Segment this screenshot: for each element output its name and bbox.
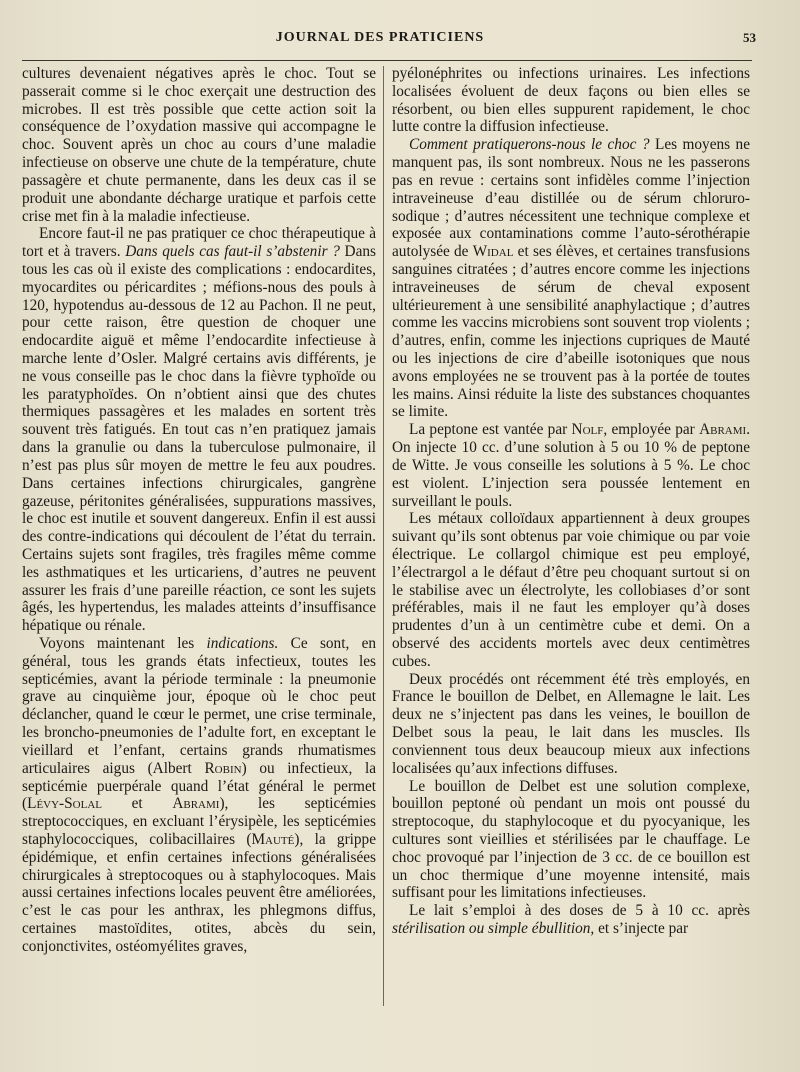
author-name: Abrami — [172, 795, 220, 813]
paragraph-text: ) ou infectieux, la septicémie puerpérale quand l’état général le permet ( — [22, 759, 377, 813]
running-title: JOURNAL DES PRATICIENS — [275, 30, 485, 45]
paragraph-text: Les moyens ne manquent pas, ils sont nombreux. Nous ne les passerons pas en revue : certains sont infidèles comme l’injection intraveineuse d’eau distillée ou de sérum chloruro-sodique ; d’autres nécessitent une technique complexe et exposée aux contaminations comme l’auto-sérothérapie autolysée de — [392, 136, 750, 261]
italic-question: Comment pratiquerons-nous le choc ? — [409, 136, 650, 154]
author-name: Nolf — [571, 421, 604, 439]
paragraph-text: cultures devenaient négatives après le choc. Tout se passerait comme si le choc exerçait une destruction des microbes. Il est très possible que cette action soit la conséquence de l’oxydation massive qui accompagne le choc. Souvent après un choc au cours d’une maladie infectieuse on observe une chute de la température, chute passagère et chute permanente, dans les deux cas il se produit une abondante décharge uratique et parfois cette crise met fin à la maladie infectieuse. — [22, 65, 376, 225]
paragraph-text: ), la grippe épidémique, et enfin certaines infections généralisées chirurgicales à streptocoques ou à staphylocoques. Mais aussi certaines infections locales peuvent être améliorées, c’est le cas pour les anthrax, les phlegmons diffus, certaines mastoïdites, otites, abcès du sein, conjonctivites, ostéomyélites graves, — [22, 830, 376, 955]
paragraph-text: Le bouillon de Delbet est une solution complexe, bouillon peptoné où pendant un mois ont poussé du streptocoque, du staphylocoque et du pyocyanique, les cultures sont vieillies et stérilisées par le chauffage. Le choc provoqué par l’injection de 3 cc. de ce bouillon est un choc thermique d’une moyenne intensité, mais suffisant pour les limitations infectieuses. — [392, 777, 750, 902]
paragraph-text: Les métaux colloïdaux appartiennent à deux groupes suivant qu’ils sont obtenus par voie chimique ou par voie électrique. Le collargol chimique est peu employé, l’électrargol a le défaut d’être peu choquant surtout si on le stabilise avec un électrolyte, les collobiases d’or sont préférables, mais il ne faut les employer qu’à doses prudentes d’un à un centimètre cube et demi. On a observé des accidents mortels avec deux centimètres cubes. — [392, 510, 750, 670]
author-name: Lévy-Solal — [27, 795, 102, 813]
paragraph-text: pyélonéphrites ou infections urinaires. Les infections localisées évoluent de deux façons ou bien elles se résorbent, ou bien elles suppurent rapidement, le choc lutte contre la diffusion infectieuse. — [392, 65, 750, 136]
paragraph-text: Encore faut-il ne pas pratiquer ce choc thérapeutique à tort et à travers. — [22, 225, 376, 261]
author-name: Mauté — [251, 830, 295, 848]
paragraph-text: Deux procédés ont récemment été très employés, en France le bouillon de Delbet, en Allemagne le lait. Les deux ne s’injectent pas dans les veines, le bouillon de Delbet sous la peau, le lait dans les muscles. Ils conviennent tous deux beaucoup mieux aux infections localisées qu’aux infections diffuses. — [392, 670, 750, 777]
paragraph — [392, 510, 750, 670]
paragraph — [392, 778, 750, 903]
page-header — [20, 30, 756, 52]
paragraph — [22, 635, 376, 956]
paragraph-text: et s’injecte par — [598, 920, 689, 937]
left-column — [22, 65, 376, 956]
paragraph-text: Le lait s’emploi à des doses de 5 à 10 cc. après — [409, 902, 750, 920]
italic-question: Dans quels cas faut-il s’abstenir ? — [125, 243, 340, 261]
paragraph — [22, 65, 376, 225]
paragraph-text: Dans tous les cas où il existe des complications : endocardites, myocardites ou péricardites ; méfions-nous des pouls à 120, hypotendus au-dessous de 12 au Pachon. Il ne peut, pour cette raison, être question de choquer une endocardite aiguë et même l’endocardite infectieuse à marche lente d’Osler. Malgré certains avis différents, je ne vous conseille pas le choc dans la fièvre typhoïde ou les paratyphoïdes. On n’obtient ainsi que des chutes thermiques passagères et les malades en sortent très souvent très fatigués. En tout cas n’en pratiquez jamais dans la granulie ou dans la tuberculose pulmonaire, il n’est pas plus sûr moyen de mettre le feu aux poudres. Dans certaines infections chirurgicales, gangrène gazeuse, péritonites généralisées, suppurations massives, le choc est inutile et souvent dangereux. Enfin il est aussi des contre-indications qui découlent de l’état du terrain. Certains sujets sont fragiles, très fragiles même comme les asthmatiques et les urticariens, d’autres ne peuvent assurer les frais d’une pareille réaction, ce sont les sujets âgés, les hypertendus, les malades atteints d’insuffisance hépatique ou rénale. — [22, 243, 376, 635]
paragraph — [22, 225, 376, 635]
header-rule — [22, 60, 752, 61]
paragraph-text: et — [102, 795, 143, 813]
italic-phrase: stérilisation ou simple ébullition, — [392, 920, 595, 937]
paragraph-text: et ses élèves, et certaines transfusions sanguines citratées ; d’autres encore comme les injections intraveineuses de sérum de cheval exposent ultérieurement à une sensibilité anaphylactique ; d’autres comme les vaccins microbiens sont souvent trop violents ; d’autres, enfin, comme les injections cupriques de Mauté ou les injections de cire d’abeille isotoniques que nous avons employées ne se trouvent pas à la portée de toutes les mains. Ainsi réduite la liste des substances choquantes se limite. — [392, 243, 750, 421]
paragraph-text: , employée par — [603, 421, 695, 439]
paragraph — [392, 65, 750, 136]
author-name: Abrami — [699, 421, 747, 439]
paragraph — [392, 421, 750, 510]
author-name: Widal — [472, 243, 514, 261]
paragraph — [392, 902, 750, 938]
paragraph-text: . On injecte 10 cc. d’une solution à 5 ou 10 % de peptone de Witte. Je vous conseille les solutions à 5 %. Le choc est violent. L’injection sera poussée lentement en surveillant le pouls. — [392, 421, 751, 510]
paragraph-text: ), les septicémies streptococciques, en excluant l’érysipèle, les septicémies staphylococciques, colibacillaires ( — [22, 795, 376, 848]
italic-term: indications. — [206, 635, 279, 652]
paragraph-text: Voyons maintenant les — [39, 635, 195, 652]
paragraph — [392, 671, 750, 778]
author-name: Robin — [204, 759, 242, 777]
column-divider — [383, 66, 384, 1006]
paragraph — [392, 136, 750, 421]
paragraph-text: Ce sont, en général, tous les grands états infectieux, toutes les septicémies, avant la période terminale : la pneumonie grave au cinquième jour, époque où le choc peut déclancher, quand le cœur le permet, une crise terminale, les broncho-pneumonies de l’adulte fort, en exceptant le vieillard et l’enfant, certains grands rhumatismes articulaires aigus (Albert — [22, 635, 377, 777]
paragraph-text: La peptone est vantée par — [409, 421, 568, 439]
right-column — [392, 65, 750, 938]
page-number: 53 — [743, 30, 756, 45]
